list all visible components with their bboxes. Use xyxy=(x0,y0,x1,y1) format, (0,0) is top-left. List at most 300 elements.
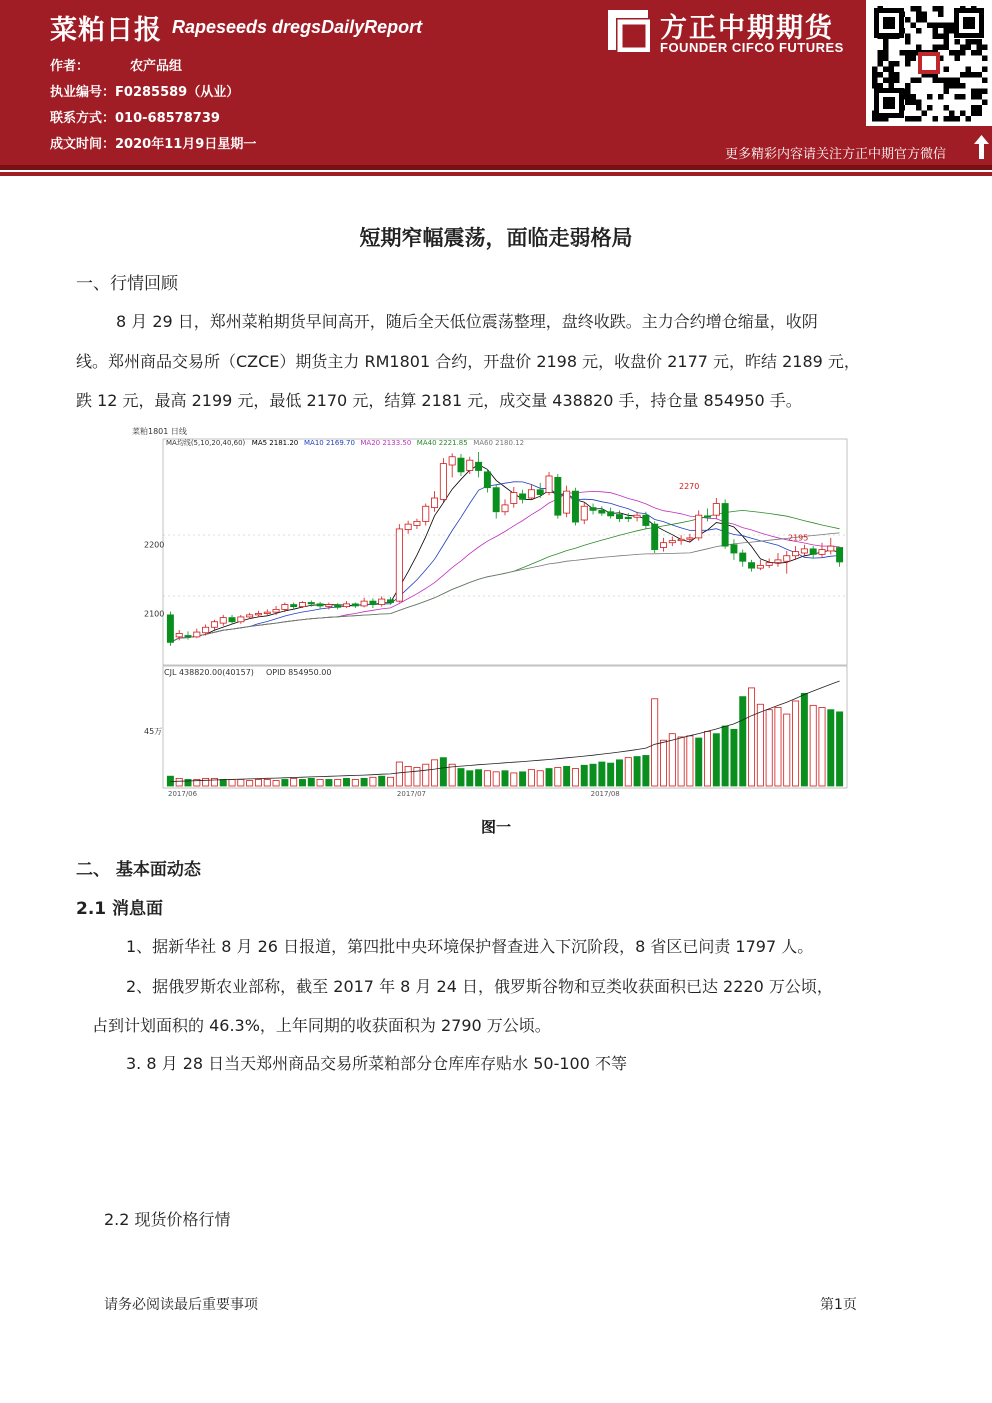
qr-module xyxy=(938,6,944,12)
qr-module xyxy=(911,100,917,106)
founder-logo-icon xyxy=(606,8,650,52)
section-heading-market-review: 一、行情回顾 xyxy=(76,274,178,294)
qr-module xyxy=(911,78,917,84)
price-label: 2270 xyxy=(679,482,700,492)
qr-module xyxy=(938,12,944,18)
candle-body xyxy=(502,505,508,512)
qr-module xyxy=(944,105,950,111)
volume-bar xyxy=(704,732,710,787)
volume-bar xyxy=(766,710,772,786)
paragraph-line: 跌 12 元，最高 2199 元，最低 2170 元，结算 2181 元，成交量 438820 手，持仓量 854950 手。 xyxy=(76,391,802,410)
section-heading-fundamentals: 二、 基本面动态 xyxy=(76,860,201,880)
x-tick-jun: 2017/06 xyxy=(168,790,198,798)
qr-module xyxy=(905,39,911,45)
meta-value: 2020年11月9日星期一 xyxy=(115,137,257,152)
qr-module xyxy=(883,50,889,56)
qr-module xyxy=(883,67,889,73)
qr-module xyxy=(905,56,911,62)
qr-module xyxy=(977,89,983,95)
qr-module xyxy=(878,72,884,78)
volume-bar xyxy=(247,781,253,786)
volume-bar xyxy=(528,770,534,786)
volume-bar xyxy=(511,773,517,786)
volume-bar xyxy=(379,776,385,786)
qr-module xyxy=(971,50,977,56)
volume-bar xyxy=(608,763,614,786)
qr-module xyxy=(955,39,961,45)
candle-body xyxy=(458,458,464,472)
volume-bar xyxy=(660,740,666,786)
qr-module xyxy=(949,50,955,56)
candle-body xyxy=(396,529,402,601)
header-divider xyxy=(0,165,992,170)
qr-module xyxy=(933,34,939,40)
volume-bar xyxy=(625,758,631,786)
qr-module xyxy=(982,56,988,62)
chart-title: 菜粕1801 日线 xyxy=(132,427,187,436)
volume-bar xyxy=(291,778,297,786)
qr-module xyxy=(894,61,900,67)
candle-body xyxy=(616,515,622,519)
volume-bar xyxy=(264,779,270,786)
volume-bar xyxy=(784,714,790,786)
candle-body xyxy=(167,615,173,643)
volume-bar xyxy=(713,734,719,786)
news-item: 1、据新华社 8 月 26 日报道，第四批中央环境保护督查进入下沉阶段，8 省区已问责 1797 人。 xyxy=(126,937,814,956)
qr-code-icon[interactable] xyxy=(866,0,992,126)
volume-bar xyxy=(687,736,693,786)
qr-module xyxy=(911,116,917,122)
volume-bar xyxy=(317,779,323,786)
candle-body xyxy=(431,498,437,508)
qr-module xyxy=(955,94,961,100)
qr-module xyxy=(889,61,895,67)
qr-module xyxy=(905,83,911,89)
qr-module xyxy=(960,50,966,56)
price-label: 2100 xyxy=(144,609,165,619)
candle-body xyxy=(792,552,798,556)
volume-bar xyxy=(167,776,173,786)
qr-module xyxy=(982,100,988,106)
volume-bar xyxy=(476,770,482,786)
report-subtitle: Rapeseeds dregsDailyReport xyxy=(172,17,423,37)
volume-bar xyxy=(731,729,737,786)
candle-body xyxy=(625,517,631,518)
qr-module xyxy=(889,67,895,73)
candle-body xyxy=(766,563,772,566)
candle-body xyxy=(273,609,279,612)
qr-module xyxy=(982,78,988,84)
news-item-continued: 占到计划面积的 46.3%，上年同期的收获面积为 2790 万公顷。 xyxy=(92,1016,551,1035)
candle-body xyxy=(528,490,534,498)
qr-module xyxy=(911,94,917,100)
candle-body xyxy=(423,506,429,521)
qr-module xyxy=(960,111,966,117)
candle-body xyxy=(185,636,191,637)
volume-bar xyxy=(837,712,843,786)
candle-body xyxy=(255,614,261,615)
subsection-heading-spot-price: 2.2 现货价格行情 xyxy=(104,1210,231,1229)
qr-module xyxy=(955,50,961,56)
qr-module xyxy=(916,17,922,23)
qr-module xyxy=(944,116,950,122)
qr-module xyxy=(916,12,922,18)
qr-module xyxy=(927,94,933,100)
volume-axis-tick: 45万 xyxy=(144,727,163,736)
qr-module xyxy=(905,34,911,40)
candle-body xyxy=(211,622,217,628)
paragraph-line: 8 月 29 日，郑州菜粕期货早间高开，随后全天低位震荡整理，盘终收跌。主力合约增仓缩量，收阴 xyxy=(116,312,818,331)
qr-module xyxy=(916,6,922,12)
candle-body xyxy=(493,488,499,512)
candle-body xyxy=(194,632,200,637)
price-label: 2195 xyxy=(788,533,809,543)
qr-module xyxy=(916,78,922,84)
qr-module xyxy=(944,89,950,95)
qr-module xyxy=(982,45,988,51)
volume-bar xyxy=(678,737,684,786)
qr-module xyxy=(944,83,950,89)
candle-body xyxy=(352,604,358,606)
qr-module xyxy=(905,89,911,95)
qr-module xyxy=(977,105,983,111)
ma-legend-item: MA均线(5,10,20,40,60) xyxy=(166,439,246,447)
qr-module xyxy=(944,67,950,73)
qr-module xyxy=(938,78,944,84)
candle-body xyxy=(308,603,314,604)
qr-module xyxy=(933,78,939,84)
volume-bar xyxy=(335,779,341,786)
qr-module xyxy=(883,56,889,62)
qr-module xyxy=(971,89,977,95)
candle-body xyxy=(687,538,693,539)
volume-bar xyxy=(282,779,288,786)
page-number: 第1页 xyxy=(820,1297,857,1313)
candle-body xyxy=(449,457,455,465)
volume-bar xyxy=(643,755,649,786)
brand-name-en: FOUNDER CIFCO FUTURES xyxy=(660,40,844,55)
volume-bar xyxy=(431,760,437,786)
qr-module xyxy=(944,78,950,84)
candle-body xyxy=(229,618,235,622)
candle-body xyxy=(299,603,305,607)
candle-body xyxy=(590,508,596,511)
volume-bar xyxy=(616,760,622,786)
meta-label: 联系方式： xyxy=(50,111,116,126)
qr-module xyxy=(905,50,911,56)
qr-module xyxy=(889,78,895,84)
volume-bar xyxy=(458,769,464,786)
volume-bar xyxy=(757,704,763,786)
candle-body xyxy=(608,512,614,516)
qr-module xyxy=(966,72,972,78)
volume-bar xyxy=(722,726,728,786)
volume-bar xyxy=(326,779,332,786)
qr-module xyxy=(889,83,895,89)
candle-body xyxy=(634,515,640,517)
qr-module xyxy=(944,28,950,34)
qr-module xyxy=(916,100,922,106)
candle-body xyxy=(361,601,367,606)
candle-body xyxy=(660,543,666,548)
qr-module xyxy=(982,89,988,95)
meta-contact xyxy=(50,107,220,126)
qr-module xyxy=(938,23,944,29)
meta-author xyxy=(50,55,182,74)
qr-module xyxy=(971,111,977,117)
volume-bar xyxy=(819,708,825,786)
volume-legend-opid: OPID 854950.00 xyxy=(266,668,332,677)
volume-bar xyxy=(387,777,393,786)
qr-module xyxy=(927,105,933,111)
qr-module xyxy=(949,23,955,29)
candle-body xyxy=(414,521,420,525)
qr-module xyxy=(938,94,944,100)
qr-module xyxy=(872,83,878,89)
candle-body xyxy=(511,493,517,504)
volume-bar xyxy=(423,764,429,786)
candle-body xyxy=(317,604,323,606)
volume-bar xyxy=(361,778,367,786)
volume-bar xyxy=(211,778,217,786)
candle-body xyxy=(370,601,376,604)
qr-module xyxy=(922,12,928,18)
qr-module xyxy=(883,78,889,84)
qr-module xyxy=(905,17,911,23)
candle-body xyxy=(467,460,473,470)
volume-bar xyxy=(801,693,807,786)
volume-bar xyxy=(343,778,349,786)
candle-body xyxy=(220,618,226,624)
qr-module xyxy=(883,45,889,51)
volume-bar xyxy=(352,779,358,786)
volume-bar xyxy=(370,777,376,786)
volume-bar xyxy=(185,779,191,786)
qr-module xyxy=(922,17,928,23)
volume-bar xyxy=(502,771,508,786)
x-tick-aug: 2017/08 xyxy=(590,790,620,798)
volume-bar xyxy=(520,772,526,786)
qr-module xyxy=(966,45,972,51)
candle-body xyxy=(643,515,649,525)
arrow-up-icon xyxy=(973,134,990,160)
volume-bar xyxy=(652,699,658,786)
qr-module xyxy=(933,6,939,12)
volume-bar xyxy=(255,779,261,786)
meta-value: 010-68578739 xyxy=(115,111,220,126)
candle-body xyxy=(801,549,807,553)
candle-body xyxy=(387,600,393,603)
candle-body xyxy=(828,546,834,551)
candle-body xyxy=(264,612,270,613)
candle-body xyxy=(555,477,561,515)
qr-module xyxy=(889,72,895,78)
candle-body xyxy=(810,549,816,555)
qr-module xyxy=(960,94,966,100)
candle-body xyxy=(748,563,754,569)
candle-body xyxy=(484,472,490,488)
candle-body xyxy=(819,550,825,555)
qr-module xyxy=(960,83,966,89)
qr-module xyxy=(944,34,950,40)
qr-module xyxy=(977,39,983,45)
ma-legend-item: MA20 2133.50 xyxy=(360,439,412,447)
qr-module xyxy=(949,111,955,117)
qr-module xyxy=(955,116,961,122)
qr-module xyxy=(949,83,955,89)
qr-module xyxy=(900,50,906,56)
candle-body xyxy=(572,491,578,522)
meta-date xyxy=(50,133,256,152)
candle-body xyxy=(247,615,253,617)
volume-bar xyxy=(590,764,596,786)
header-divider-thin xyxy=(0,172,992,176)
volume-bar xyxy=(599,762,605,786)
qr-module xyxy=(944,39,950,45)
report-title: 菜粕日报 xyxy=(50,15,162,46)
volume-bar xyxy=(203,778,209,786)
candle-body xyxy=(837,548,843,562)
qr-module xyxy=(960,72,966,78)
candle-body xyxy=(291,605,297,607)
paragraph-line: 线。郑州商品交易所（CZCE）期货主力 RM1801 合约，开盘价 2198 元，收盘价 2177 元，昨结 2189 元， xyxy=(76,352,860,371)
qr-module xyxy=(933,23,939,29)
qr-module xyxy=(955,83,961,89)
volume-bar xyxy=(440,758,446,786)
meta-value: 农产品组 xyxy=(130,59,183,74)
candle-body xyxy=(740,553,746,561)
qr-module xyxy=(916,45,922,51)
qr-module xyxy=(971,39,977,45)
qr-module xyxy=(955,78,961,84)
qr-module xyxy=(966,39,972,45)
subsection-heading-news: 2.1 消息面 xyxy=(76,899,164,919)
qr-module xyxy=(933,45,939,51)
candle-body xyxy=(343,604,349,607)
volume-bar xyxy=(467,771,473,786)
qr-module xyxy=(872,72,878,78)
volume-bar xyxy=(405,766,411,786)
qr-module xyxy=(955,56,961,62)
volume-bar xyxy=(555,767,561,786)
qr-module xyxy=(982,67,988,73)
news-item: 2、据俄罗斯农业部称，截至 2017 年 8 月 24 日，俄罗斯谷物和豆类收获面积已达 2220 万公顷， xyxy=(126,977,833,996)
qr-module xyxy=(905,61,911,67)
volume-bar xyxy=(564,766,570,786)
qr-module xyxy=(916,105,922,111)
volume-bar xyxy=(493,772,499,786)
qr-module xyxy=(966,67,972,73)
qr-module xyxy=(911,56,917,62)
meta-label: 执业编号： xyxy=(50,85,116,100)
qr-module xyxy=(977,50,983,56)
article-title: 短期窄幅震荡，面临走弱格局 xyxy=(359,226,633,250)
qr-module xyxy=(922,111,928,117)
volume-bar xyxy=(537,771,543,786)
volume-bar xyxy=(308,778,314,786)
candle-body xyxy=(282,605,288,610)
qr-module xyxy=(944,45,950,51)
candle-body xyxy=(678,539,684,540)
qr-module xyxy=(949,78,955,84)
qr-module xyxy=(977,45,983,51)
candle-body xyxy=(564,491,570,513)
volume-bar xyxy=(828,710,834,786)
meta-license xyxy=(50,81,239,100)
volume-legend-cjl: CJL 438820.00(40157) xyxy=(164,668,254,677)
candle-body xyxy=(379,599,385,605)
qr-module xyxy=(949,116,955,122)
candle-body xyxy=(405,524,411,530)
candle-body xyxy=(546,476,552,493)
volume-bar xyxy=(634,757,640,786)
qr-module xyxy=(966,116,972,122)
volume-bar xyxy=(273,781,279,786)
candle-body xyxy=(599,510,605,513)
volume-bar xyxy=(546,769,552,786)
x-tick-jul: 2017/07 xyxy=(396,790,427,798)
volume-bar xyxy=(220,779,226,786)
qr-module xyxy=(911,50,917,56)
volume-bar xyxy=(396,762,402,786)
qr-module xyxy=(883,39,889,45)
volume-bar xyxy=(810,705,816,786)
qr-module xyxy=(960,45,966,51)
candle-body xyxy=(476,462,482,470)
candle-body xyxy=(669,541,675,543)
qr-module xyxy=(927,23,933,29)
candle-body xyxy=(696,515,702,538)
meta-label: 成文时间： xyxy=(50,137,116,152)
candle-body xyxy=(335,605,341,607)
qr-module xyxy=(905,94,911,100)
qr-module xyxy=(933,28,939,34)
volume-bar xyxy=(669,734,675,786)
figure-caption: 图一 xyxy=(480,818,511,836)
ma-legend-item: MA40 2221.85 xyxy=(416,439,468,447)
candle-body xyxy=(520,494,526,500)
qr-module xyxy=(933,116,939,122)
qr-module xyxy=(938,34,944,40)
footer-disclaimer-note: 请务必阅读最后重要事项 xyxy=(104,1297,258,1313)
volume-bar xyxy=(229,779,235,786)
ma-legend-item: MA5 2181.20 xyxy=(251,439,299,447)
candle-body xyxy=(581,506,587,520)
candle-body xyxy=(203,627,209,633)
qr-module xyxy=(905,100,911,106)
volume-bar xyxy=(581,765,587,786)
qr-module xyxy=(872,78,878,84)
candle-body xyxy=(176,633,182,636)
candle-body xyxy=(537,490,543,495)
qr-module xyxy=(977,72,983,78)
qr-module xyxy=(916,28,922,34)
qr-module xyxy=(949,28,955,34)
volume-bar xyxy=(299,779,305,786)
qr-module xyxy=(977,111,983,117)
qr-module xyxy=(878,83,884,89)
volume-bar xyxy=(484,771,490,786)
candle-body xyxy=(775,560,781,563)
qr-module xyxy=(944,23,950,29)
candle-body xyxy=(652,524,658,549)
candle-body xyxy=(731,545,737,553)
volume-bar xyxy=(696,738,702,786)
news-item: 3. 8 月 28 日当天郑州商品交易所菜粕部分仓库库存贴水 50-100 不等 xyxy=(126,1054,627,1073)
candle-body xyxy=(784,556,790,562)
candle-body xyxy=(326,605,332,607)
qr-module xyxy=(971,72,977,78)
